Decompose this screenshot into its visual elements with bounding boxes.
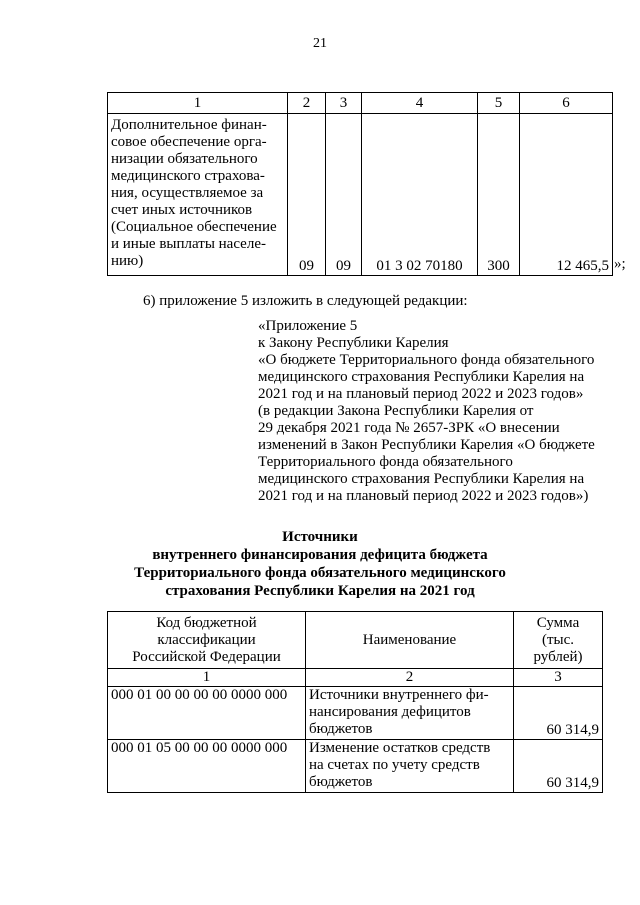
target-article-code: 01 3 02 70180 bbox=[362, 114, 478, 276]
sum-value: 60 314,9 bbox=[514, 687, 603, 740]
section-heading: Источники внутреннего финансирования дефицита бюджета Территориального фонда обязательного медицинского страхования Республики Карелия на 2021 год bbox=[134, 529, 506, 599]
table-row bbox=[108, 687, 603, 740]
subsection-code: 09 bbox=[326, 114, 362, 276]
code-column-header: Код бюджетной классификации Российской Федерации bbox=[108, 612, 306, 669]
page-number: 21 bbox=[313, 36, 327, 51]
amount-value: 12 465,5 bbox=[520, 114, 613, 276]
expense-table bbox=[107, 92, 613, 276]
name-column-header: Наименование bbox=[306, 612, 514, 669]
expense-type-code: 300 bbox=[478, 114, 520, 276]
expense-description: Дополнительное финан- совое обеспечение орга- низации обязательного медицинского страхова- ния, осуществляемое за счет иных источников (Социальное обеспечение и иные выплаты населе- нию) bbox=[108, 114, 288, 276]
table-header-row bbox=[108, 612, 603, 669]
column-header: 1 bbox=[108, 93, 288, 114]
column-number: 2 bbox=[306, 669, 514, 687]
column-number-row bbox=[108, 669, 603, 687]
sources-table bbox=[107, 611, 603, 793]
amendment-text: 6) приложение 5 изложить в следующей редакции: bbox=[143, 293, 468, 309]
source-name: Изменение остатков средств на счетах по учету средств бюджетов bbox=[306, 740, 514, 793]
column-number: 3 bbox=[514, 669, 603, 687]
appendix-block: «Приложение 5 к Закону Республики Карелия «О бюджете Территориального фонда обязательного медицинского страхования Республики Карелия на 2021 год и на плановый период 2022 и 2023 годов» (в редакции Закона Республики Карелия от 29 декабря 2021 года № 2657-ЗРК «О внесении изменений в Закон Республики Карелия «О бюджете Территориального фонда обязательного медицинского страхования Республики Карелия на 2021 год и на плановый период 2022 и 2023 годов») bbox=[258, 318, 595, 504]
table-header-row bbox=[108, 93, 613, 114]
column-header: 3 bbox=[326, 93, 362, 114]
sum-value: 60 314,9 bbox=[514, 740, 603, 793]
table-row bbox=[108, 740, 603, 793]
column-header: 4 bbox=[362, 93, 478, 114]
sum-column-header: Сумма (тыс. рублей) bbox=[514, 612, 603, 669]
column-header: 6 bbox=[520, 93, 613, 114]
source-name: Источники внутреннего фи- нансирования дефицитов бюджетов bbox=[306, 687, 514, 740]
closing-quote: »; bbox=[614, 256, 626, 272]
budget-code: 000 01 05 00 00 00 0000 000 bbox=[108, 740, 306, 793]
column-header: 5 bbox=[478, 93, 520, 114]
table-row bbox=[108, 114, 613, 276]
column-header: 2 bbox=[288, 93, 326, 114]
section-code: 09 bbox=[288, 114, 326, 276]
budget-code: 000 01 00 00 00 00 0000 000 bbox=[108, 687, 306, 740]
column-number: 1 bbox=[108, 669, 306, 687]
